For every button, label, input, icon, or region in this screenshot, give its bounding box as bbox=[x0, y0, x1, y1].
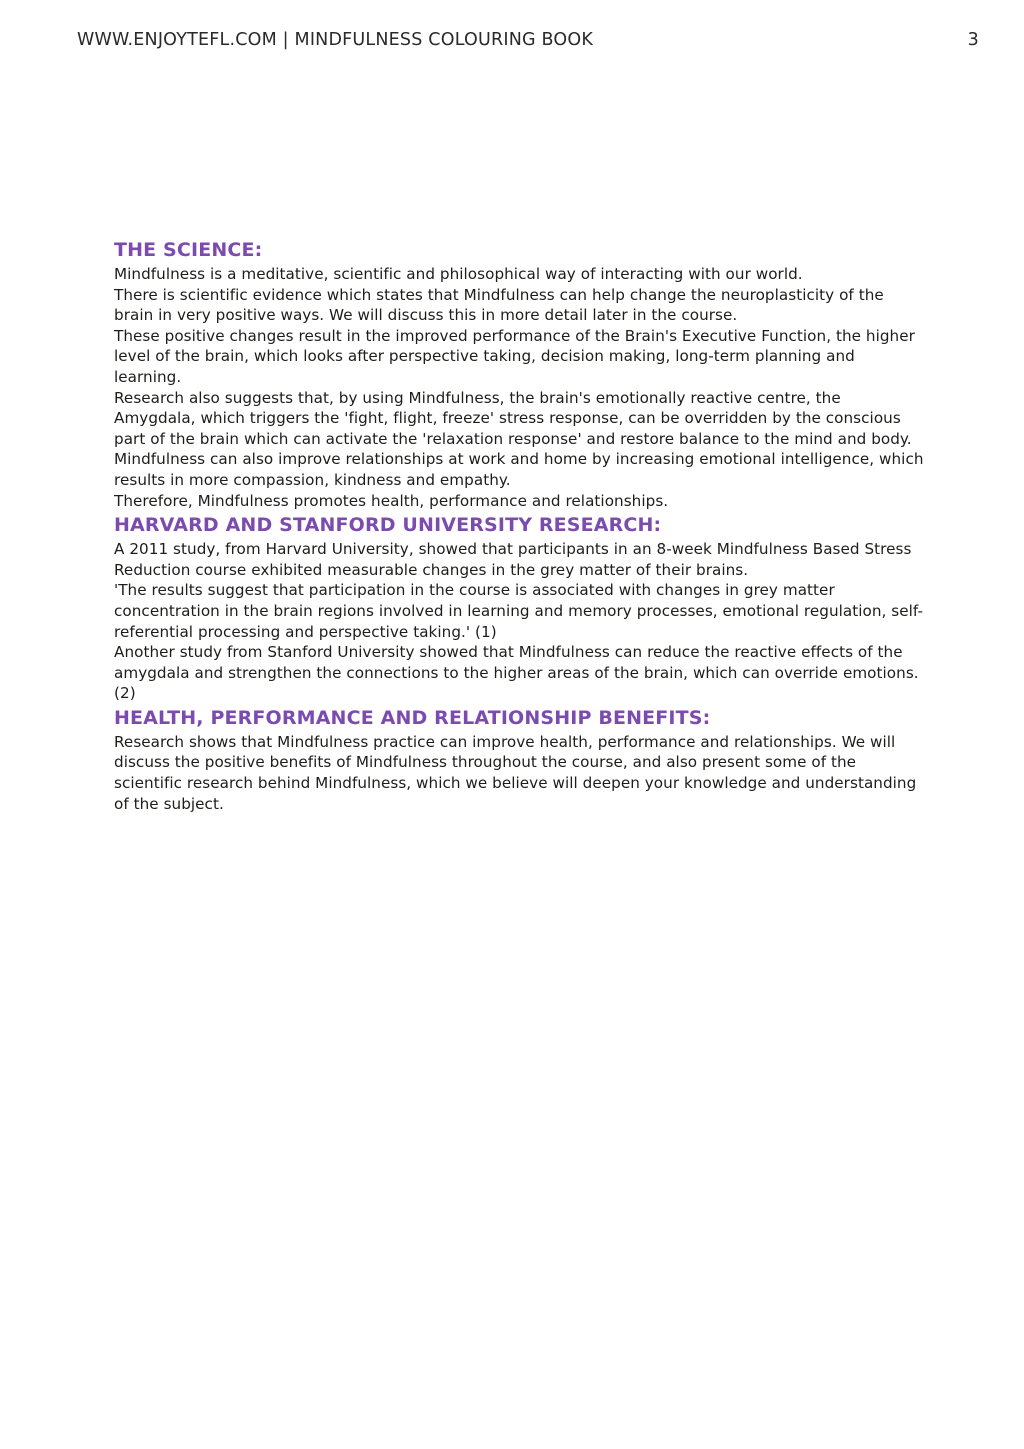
body-paragraph: Research shows that Mindfulness practice can improve health, performance and relationships. We will discuss the positive benefits of Mindfulness throughout the course, and also present some of the scientific research behind Mindfulness, which we believe will deepen your knowledge and understanding of the subject. bbox=[114, 732, 917, 813]
body-paragraph: Mindfulness is a meditative, scientific and philosophical way of interacting with our world. bbox=[114, 265, 803, 283]
section-the-science bbox=[114, 236, 924, 511]
section-heading: HEALTH, PERFORMANCE AND RELATIONSHIP BENEFITS: bbox=[114, 706, 711, 729]
section-heading: THE SCIENCE: bbox=[114, 239, 263, 261]
section-benefits bbox=[114, 704, 924, 814]
section-harvard-stanford-research bbox=[114, 511, 924, 704]
section-heading: HARVARD AND STANFORD UNIVERSITY RESEARCH: bbox=[114, 514, 662, 537]
page-content bbox=[114, 236, 924, 814]
body-paragraph: These positive changes result in the improved performance of the Brain's Executive Function, the higher level of the brain, which looks after perspective taking, decision making, long-term planning and learning. bbox=[114, 326, 915, 386]
body-paragraph: Another study from Stanford University showed that Mindfulness can reduce the reactive effects of the amygdala and strengthen the connections to the higher areas of the brain, which can override emotions. (2) bbox=[114, 643, 919, 703]
body-paragraph: A 2011 study, from Harvard University, showed that participants in an 8-week Mindfulness Based Stress Reduction course exhibited measurable changes in the grey matter of their brains. bbox=[114, 540, 912, 579]
body-paragraph: There is scientific evidence which states that Mindfulness can help change the neuroplasticity of the brain in very positive ways. We will discuss this in more detail later in the course. bbox=[114, 285, 884, 325]
header-title: WWW.ENJOYTEFL.COM | MINDFULNESS COLOURING BOOK bbox=[77, 30, 594, 50]
body-paragraph: 'The results suggest that participation in the course is associated with changes in grey matter concentration in the brain regions involved in learning and memory processes, emotional regulation, self-referential processing and perspective taking.' (1) bbox=[114, 581, 924, 641]
page-number: 3 bbox=[967, 30, 979, 50]
running-header bbox=[77, 30, 979, 54]
body-paragraph: Therefore, Mindfulness promotes health, performance and relationships. bbox=[114, 491, 669, 510]
body-paragraph: Research also suggests that, by using Mindfulness, the brain's emotionally reactive centre, the Amygdala, which triggers the 'fight, flight, freeze' stress response, can be overridden by the conscious part of the brain which can activate the 'relaxation response' and restore balance to the mind and body. Mindfulness can also improve relationships at work and home by increasing emotional intelligence, which results in more compassion, kindness and empathy. bbox=[114, 388, 924, 489]
